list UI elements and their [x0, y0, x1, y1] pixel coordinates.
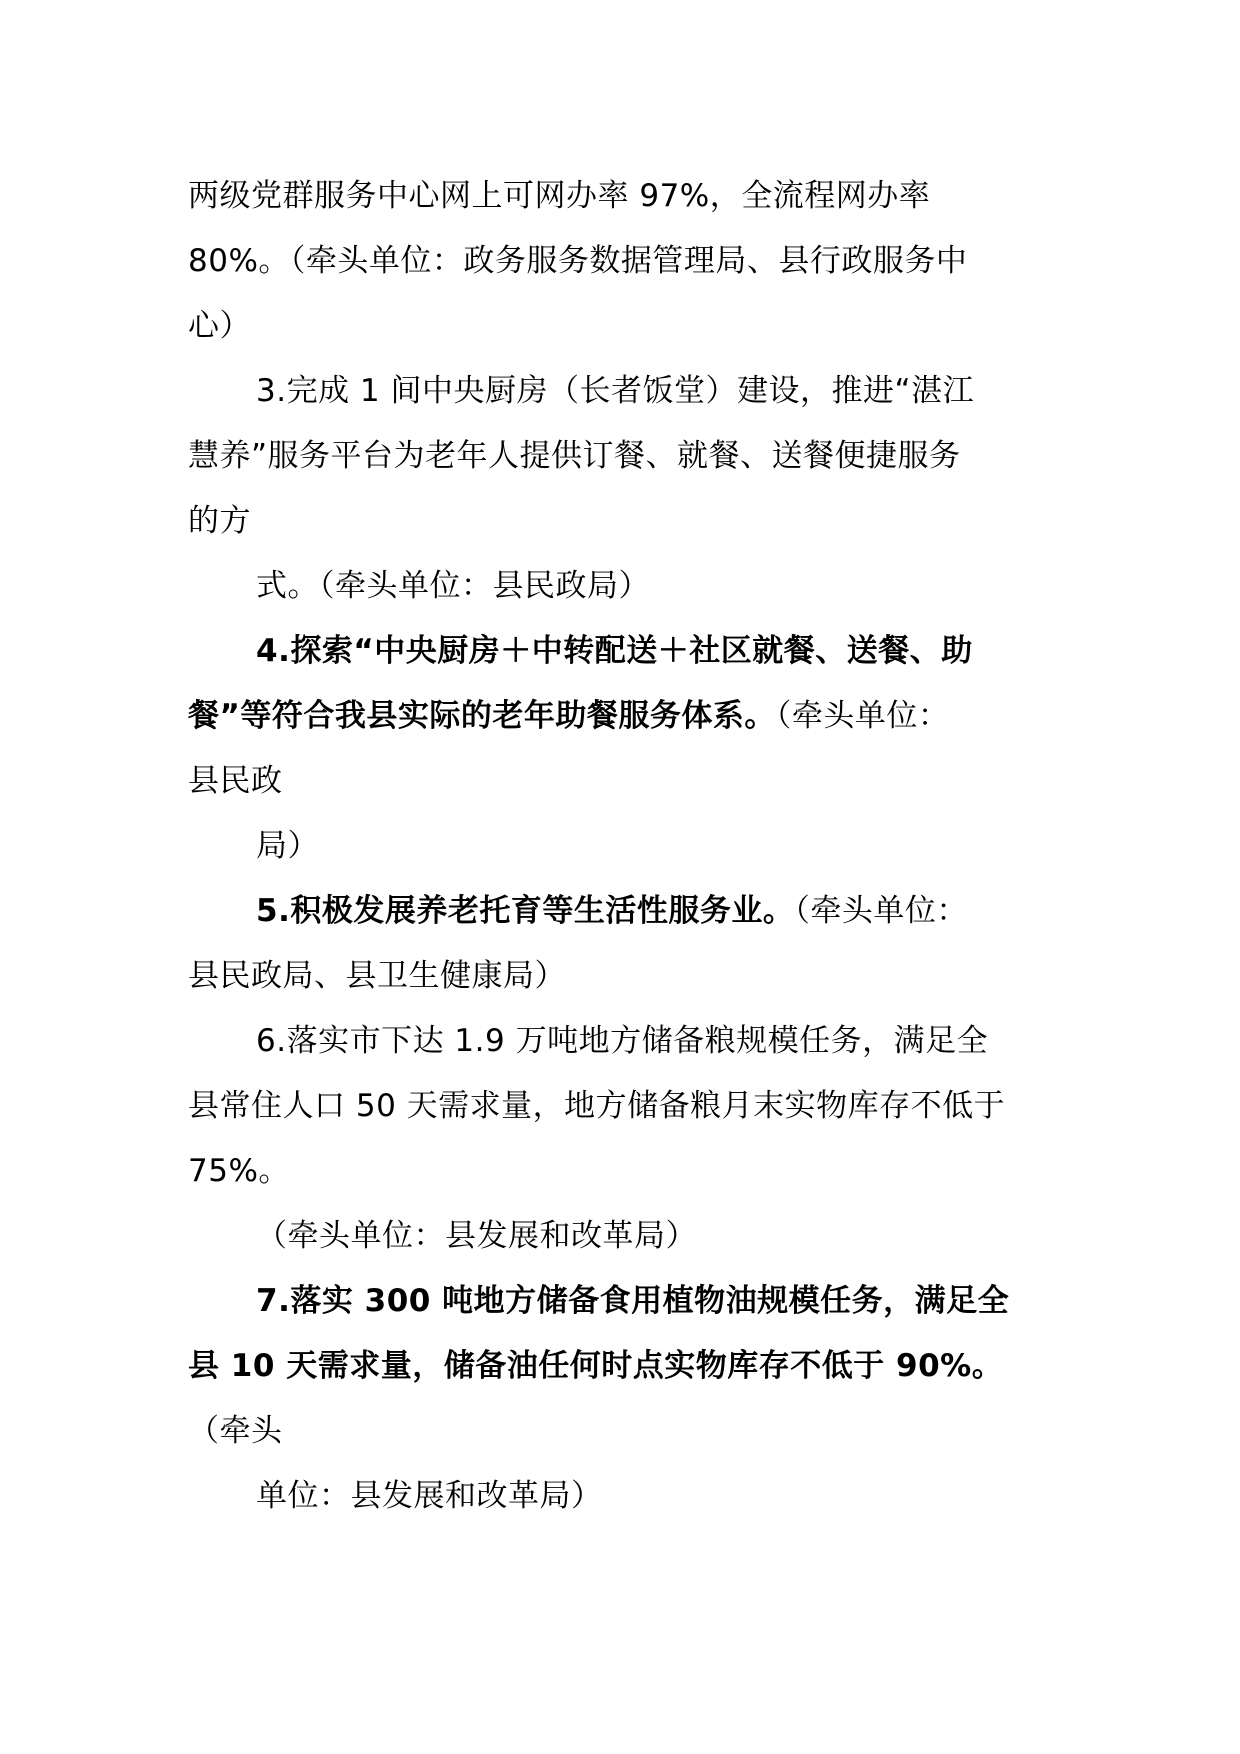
text-line: 式。（牵头单位：县民政局） [256, 568, 650, 604]
text-line: 75%。 [188, 1153, 290, 1189]
text-line: 两级党群服务中心网上可网办率 97%，全流程网办率 [188, 178, 931, 214]
text-line: 县民政局、县卫生健康局） [188, 958, 566, 994]
text-line: 80%。（牵头单位：政务服务数据管理局、县行政服务中 [188, 243, 968, 279]
text-line: 的方 [188, 503, 251, 539]
text-line: 局） [256, 828, 319, 864]
text-line: （牵头单位：县发展和改革局） [256, 1218, 697, 1254]
item-5-heading: 5.积极发展养老托育等生活性服务业。（牵头单位： [256, 893, 968, 929]
item-3-line: 3.完成 1 间中央厨房（长者饭堂）建设，推进“湛江 [256, 373, 975, 409]
text-line: 心） [188, 308, 251, 344]
text-line: 县常住人口 50 天需求量，地方储备粮月末实物库存不低于 [188, 1088, 1006, 1124]
item-4-heading: 4.探索“中央厨房＋中转配送＋社区就餐、送餐、助 [256, 633, 973, 669]
text-line: 慧养”服务平台为老年人提供订餐、就餐、送餐便捷服务 [188, 438, 961, 474]
text-line: 县民政 [188, 763, 283, 799]
item-7-heading: 7.落实 300 吨地方储备食用植物油规模任务，满足全 [256, 1283, 1010, 1319]
text-line: 单位：县发展和改革局） [256, 1478, 603, 1514]
item-6-line: 6.落实市下达 1.9 万吨地方储备粮规模任务，满足全 [256, 1023, 989, 1059]
text-line: （牵头 [188, 1413, 283, 1449]
item-7-line: 县 10 天需求量，储备油任何时点实物库存不低于 90%。 [188, 1348, 1004, 1384]
item-4-line: 餐”等符合我县实际的老年助餐服务体系。（牵头单位： [188, 698, 950, 734]
